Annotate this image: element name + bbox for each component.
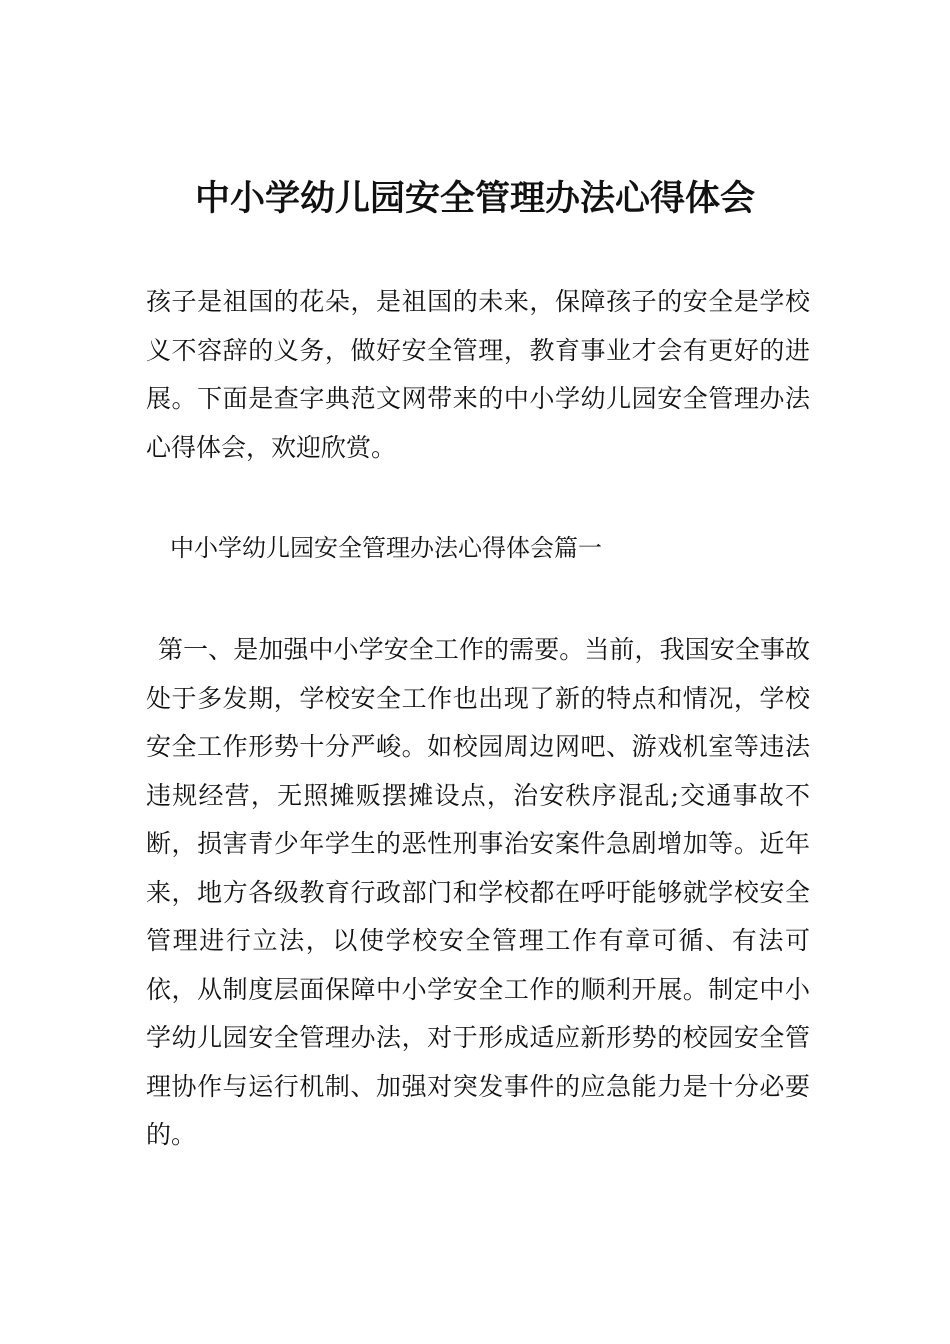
section-heading: 中小学幼儿园安全管理办法心得体会篇一 [170,534,602,562]
intro-paragraph: 孩子是祖国的花朵，是祖国的未来，保障孩子的安全是学校义不容辞的义务，做好安全管理，教育事业才会有更好的进展。下面是查字典范文网带来的中小学幼儿园安全管理办法心得体会，欢迎欣赏。 [146,287,810,462]
body-paragraph: 第一、是加强中小学安全工作的需要。当前，我国安全事故处于多发期，学校安全工作也出现了新的特点和情况，学校安全工作形势十分严峻。如校园周边网吧、游戏机室等违法违规经营，无照摊贩摆摊设点，治安秩序混乱;交通事故不断，损害青少年学生的恶性刑事治安案件急剧增加等。近年来，地方各级教育行政部门和学校都在呼吁能够就学校安全管理进行立法，以使学校安全管理工作有章可循、有法可依，从制度层面保障中小学安全工作的顺利开展。制定中小学幼儿园安全管理办法，对于形成适应新形势的校园安全管理协作与运行机制、加强对突发事件的应急能力是十分必要的。 [146,635,810,1149]
document-title: 中小学幼儿园安全管理办法心得体会 [194,179,755,219]
